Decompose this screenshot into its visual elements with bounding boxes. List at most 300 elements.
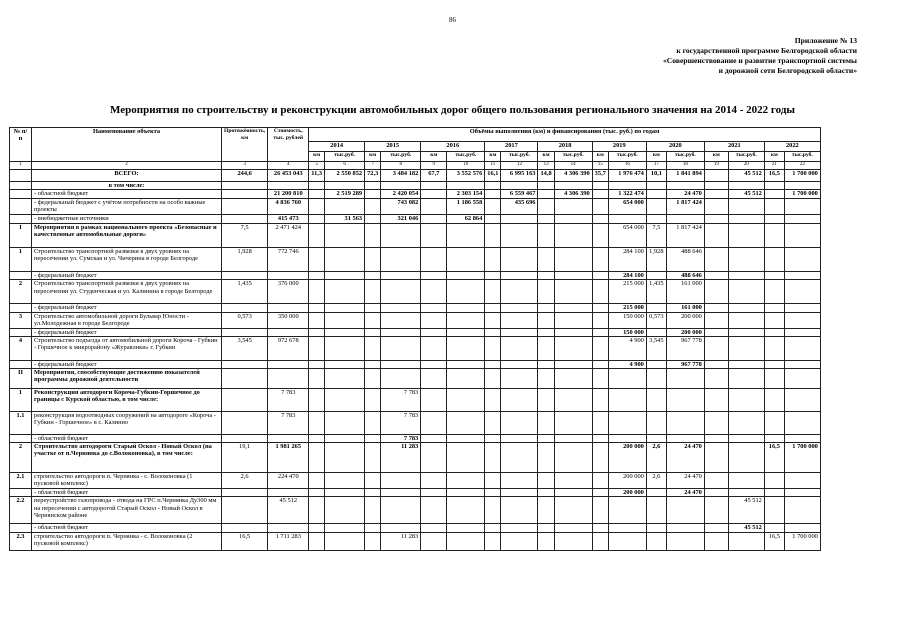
row-name: - федеральный бюджет bbox=[32, 304, 222, 312]
cell-km bbox=[764, 435, 784, 443]
cell-rub bbox=[501, 304, 538, 312]
cell-km bbox=[485, 360, 501, 368]
cell-km bbox=[592, 532, 608, 550]
cell-km bbox=[309, 280, 325, 304]
cell-rub bbox=[554, 532, 592, 550]
cell-km bbox=[704, 199, 728, 215]
cell-km bbox=[365, 336, 381, 360]
header-unit-rub: тыс.руб. bbox=[501, 152, 538, 162]
cell-km bbox=[421, 489, 447, 497]
cell-km bbox=[421, 328, 447, 336]
row-cost bbox=[268, 369, 309, 389]
cell-km bbox=[592, 224, 608, 248]
cell-km: 16,5 bbox=[764, 532, 784, 550]
cell-rub: 2 550 852 bbox=[325, 170, 365, 182]
column-number: 7 bbox=[365, 162, 381, 170]
cell-km bbox=[365, 272, 381, 280]
cell-km bbox=[309, 473, 325, 489]
cell-rub bbox=[381, 248, 421, 272]
cell-km: 14,8 bbox=[538, 170, 554, 182]
cell-km bbox=[421, 312, 447, 328]
cell-km bbox=[538, 312, 554, 328]
cell-km bbox=[592, 473, 608, 489]
cell-rub bbox=[381, 369, 421, 389]
cell-rub bbox=[784, 248, 820, 272]
header-unit-km: км bbox=[421, 152, 447, 162]
cell-km bbox=[421, 369, 447, 389]
cell-rub bbox=[554, 304, 592, 312]
cell-rub: 1 817 424 bbox=[666, 224, 704, 248]
cell-rub bbox=[554, 443, 592, 473]
cell-km: 11,3 bbox=[309, 170, 325, 182]
cell-rub bbox=[554, 248, 592, 272]
cell-rub bbox=[501, 369, 538, 389]
cell-rub: 488 646 bbox=[666, 272, 704, 280]
cell-km: 7,5 bbox=[646, 224, 666, 248]
cell-rub bbox=[501, 532, 538, 550]
cell-km bbox=[704, 248, 728, 272]
row-number: II bbox=[10, 369, 32, 389]
cell-rub bbox=[728, 215, 764, 224]
cell-rub: 743 082 bbox=[381, 199, 421, 215]
cell-km bbox=[309, 497, 325, 524]
cell-km bbox=[421, 224, 447, 248]
row-length bbox=[222, 524, 268, 532]
cell-rub bbox=[784, 215, 820, 224]
cell-km bbox=[365, 199, 381, 215]
cell-rub: 1 700 000 bbox=[784, 190, 820, 199]
header-unit-rub: тыс.руб. bbox=[728, 152, 764, 162]
cell-rub bbox=[608, 435, 646, 443]
header-unit-rub: тыс.руб. bbox=[447, 152, 485, 162]
cell-rub bbox=[554, 389, 592, 412]
column-number: 2 bbox=[32, 162, 222, 170]
row-cost bbox=[268, 304, 309, 312]
cell-rub bbox=[381, 304, 421, 312]
column-number: 14 bbox=[554, 162, 592, 170]
cell-km: 3,545 bbox=[646, 336, 666, 360]
cell-km bbox=[309, 389, 325, 412]
cell-rub: 215 000 bbox=[608, 280, 646, 304]
column-number: 4 bbox=[268, 162, 309, 170]
cell-rub bbox=[728, 360, 764, 368]
cell-rub bbox=[501, 489, 538, 497]
cell-km: 2,6 bbox=[646, 443, 666, 473]
row-name: - областной бюджет bbox=[32, 524, 222, 532]
cell-rub bbox=[501, 182, 538, 190]
row-length: 7,5 bbox=[222, 224, 268, 248]
cell-km bbox=[764, 360, 784, 368]
cell-km bbox=[365, 360, 381, 368]
column-number: 3 bbox=[222, 162, 268, 170]
cell-rub bbox=[554, 272, 592, 280]
cell-km: 0,573 bbox=[646, 312, 666, 328]
cell-km bbox=[646, 412, 666, 435]
cell-rub bbox=[325, 489, 365, 497]
cell-rub bbox=[325, 182, 365, 190]
cell-km bbox=[309, 360, 325, 368]
cell-rub: 24 470 bbox=[666, 443, 704, 473]
cell-km bbox=[365, 190, 381, 199]
cell-km bbox=[704, 489, 728, 497]
cell-km bbox=[485, 435, 501, 443]
cell-km bbox=[538, 190, 554, 199]
cell-km bbox=[764, 369, 784, 389]
row-length: 16,5 bbox=[222, 532, 268, 550]
cell-rub bbox=[325, 497, 365, 524]
row-name: - федеральный бюджет bbox=[32, 360, 222, 368]
cell-rub: 6 559 467 bbox=[501, 190, 538, 199]
cell-rub bbox=[784, 497, 820, 524]
column-number: 16 bbox=[608, 162, 646, 170]
cell-rub bbox=[608, 532, 646, 550]
table-row bbox=[10, 224, 821, 248]
cell-rub bbox=[325, 369, 365, 389]
cell-km bbox=[309, 412, 325, 435]
cell-rub bbox=[728, 312, 764, 328]
header-cost: Стоимость, тыс. рублей bbox=[268, 128, 309, 162]
cell-km bbox=[764, 328, 784, 336]
cell-rub bbox=[501, 224, 538, 248]
cell-rub bbox=[325, 224, 365, 248]
cell-rub bbox=[381, 224, 421, 248]
cell-km bbox=[646, 532, 666, 550]
cell-rub bbox=[784, 304, 820, 312]
cell-rub: 3 552 576 bbox=[447, 170, 485, 182]
row-cost: 1 711 283 bbox=[268, 532, 309, 550]
cell-km bbox=[309, 435, 325, 443]
column-number: 20 bbox=[728, 162, 764, 170]
cell-km bbox=[646, 199, 666, 215]
table-row bbox=[10, 272, 821, 280]
cell-rub: 215 000 bbox=[608, 304, 646, 312]
cell-rub bbox=[447, 435, 485, 443]
row-number bbox=[10, 272, 32, 280]
row-number bbox=[10, 170, 32, 182]
table-header-row bbox=[10, 128, 821, 142]
header-year: 2018 bbox=[538, 142, 592, 152]
column-number: 11 bbox=[485, 162, 501, 170]
cell-rub bbox=[784, 524, 820, 532]
row-cost: 26 453 043 bbox=[268, 170, 309, 182]
cell-km bbox=[704, 304, 728, 312]
cell-rub bbox=[666, 532, 704, 550]
cell-rub bbox=[784, 280, 820, 304]
cell-rub: 6 995 163 bbox=[501, 170, 538, 182]
cell-km bbox=[485, 182, 501, 190]
cell-rub bbox=[728, 224, 764, 248]
table-row bbox=[10, 170, 821, 182]
cell-rub bbox=[447, 360, 485, 368]
row-cost: 4 836 760 bbox=[268, 199, 309, 215]
cell-rub bbox=[381, 497, 421, 524]
cell-km bbox=[704, 170, 728, 182]
row-name: Мероприятия в рамках национального проекта «Безопасные и качественные автомобильные дороги» bbox=[32, 224, 222, 248]
cell-km bbox=[764, 336, 784, 360]
cell-rub bbox=[728, 280, 764, 304]
cell-km bbox=[485, 312, 501, 328]
row-cost: 415 473 bbox=[268, 215, 309, 224]
row-cost: 772 746 bbox=[268, 248, 309, 272]
cell-km bbox=[421, 412, 447, 435]
row-number bbox=[10, 215, 32, 224]
cell-rub bbox=[666, 435, 704, 443]
cell-rub: 2 519 289 bbox=[325, 190, 365, 199]
cell-rub bbox=[554, 369, 592, 389]
row-number: 2 bbox=[10, 443, 32, 473]
cell-rub bbox=[381, 328, 421, 336]
cell-km bbox=[421, 524, 447, 532]
cell-km bbox=[704, 272, 728, 280]
cell-km bbox=[646, 360, 666, 368]
table-row bbox=[10, 412, 821, 435]
cell-rub: 321 046 bbox=[381, 215, 421, 224]
cell-rub: 1 700 000 bbox=[784, 443, 820, 473]
cell-rub: 24 470 bbox=[666, 190, 704, 199]
appendix-line: «Совершенствование и развитие транспортной системы bbox=[663, 56, 857, 65]
row-name: - областной бюджет bbox=[32, 435, 222, 443]
header-year: 2019 bbox=[592, 142, 646, 152]
cell-km bbox=[309, 272, 325, 280]
cell-km bbox=[538, 369, 554, 389]
cell-km bbox=[309, 248, 325, 272]
cell-rub: 7 783 bbox=[381, 389, 421, 412]
row-name: Реконструкция автодороги Короча-Губкин-Горшечное до границы с Курской областью, в том числе: bbox=[32, 389, 222, 412]
column-number: 12 bbox=[501, 162, 538, 170]
cell-rub bbox=[554, 336, 592, 360]
cell-rub bbox=[447, 497, 485, 524]
cell-km bbox=[592, 190, 608, 199]
cell-km bbox=[309, 304, 325, 312]
cell-rub: 488 646 bbox=[666, 248, 704, 272]
cell-km bbox=[421, 182, 447, 190]
cell-rub bbox=[381, 489, 421, 497]
row-number bbox=[10, 304, 32, 312]
cell-km bbox=[538, 524, 554, 532]
cell-km bbox=[704, 312, 728, 328]
row-number bbox=[10, 190, 32, 199]
cell-km bbox=[485, 280, 501, 304]
cell-km bbox=[309, 443, 325, 473]
cell-rub bbox=[447, 473, 485, 489]
cell-rub bbox=[728, 389, 764, 412]
row-cost: 1 981 265 bbox=[268, 443, 309, 473]
document-title: Мероприятия по строительству и реконструкции автомобильных дорог общего пользования регионального значения на 2014 - 2022 годы bbox=[110, 104, 795, 116]
cell-rub: 150 000 bbox=[608, 312, 646, 328]
cell-km bbox=[365, 443, 381, 473]
appendix-line: и дорожной сети Белгородской области» bbox=[718, 66, 857, 75]
cell-km bbox=[485, 497, 501, 524]
cell-km bbox=[764, 215, 784, 224]
cell-km bbox=[538, 304, 554, 312]
header-unit-km: км bbox=[704, 152, 728, 162]
cell-rub bbox=[325, 412, 365, 435]
cell-rub bbox=[325, 336, 365, 360]
cell-km bbox=[646, 489, 666, 497]
table-row bbox=[10, 360, 821, 368]
cell-rub bbox=[728, 435, 764, 443]
table-row bbox=[10, 443, 821, 473]
row-name: - федеральный бюджет bbox=[32, 272, 222, 280]
row-length bbox=[222, 304, 268, 312]
cell-rub: 4 900 bbox=[608, 336, 646, 360]
cell-km bbox=[592, 312, 608, 328]
cell-rub bbox=[554, 497, 592, 524]
row-cost bbox=[268, 524, 309, 532]
cell-rub bbox=[784, 224, 820, 248]
cell-rub bbox=[325, 248, 365, 272]
cell-km bbox=[592, 389, 608, 412]
table-row bbox=[10, 389, 821, 412]
cell-km bbox=[704, 360, 728, 368]
cell-rub bbox=[608, 215, 646, 224]
cell-km bbox=[764, 272, 784, 280]
cell-km bbox=[764, 199, 784, 215]
column-number: 17 bbox=[646, 162, 666, 170]
row-cost bbox=[268, 360, 309, 368]
cell-km: 16,5 bbox=[764, 443, 784, 473]
row-length bbox=[222, 190, 268, 199]
cell-km bbox=[538, 389, 554, 412]
column-number: 9 bbox=[421, 162, 447, 170]
cell-km bbox=[538, 280, 554, 304]
cell-rub bbox=[447, 524, 485, 532]
cell-km bbox=[485, 224, 501, 248]
cell-km bbox=[421, 280, 447, 304]
cell-km bbox=[764, 412, 784, 435]
cell-km bbox=[592, 412, 608, 435]
row-number bbox=[10, 524, 32, 532]
cell-rub bbox=[501, 328, 538, 336]
row-cost bbox=[268, 435, 309, 443]
row-name: ВСЕГО: bbox=[32, 170, 222, 182]
table-row bbox=[10, 280, 821, 304]
cell-rub bbox=[728, 272, 764, 280]
cell-rub bbox=[325, 389, 365, 412]
cell-km bbox=[309, 199, 325, 215]
cell-rub bbox=[447, 328, 485, 336]
column-number: 6 bbox=[325, 162, 365, 170]
cell-km bbox=[592, 248, 608, 272]
cell-km bbox=[309, 215, 325, 224]
cell-rub: 284 100 bbox=[608, 248, 646, 272]
cell-km bbox=[485, 473, 501, 489]
column-number: 13 bbox=[538, 162, 554, 170]
cell-km bbox=[365, 532, 381, 550]
appendix-block bbox=[663, 36, 857, 76]
header-unit-km: км bbox=[592, 152, 608, 162]
row-length bbox=[222, 182, 268, 190]
row-number: 1.1 bbox=[10, 412, 32, 435]
header-year: 2016 bbox=[421, 142, 485, 152]
table-row bbox=[10, 489, 821, 497]
row-number bbox=[10, 489, 32, 497]
row-name: Строительство транспортной развязки в двух уровнях на пересечении ул. Студенческая и ул. Калинина в городе Белгороде bbox=[32, 280, 222, 304]
cell-km: 67,7 bbox=[421, 170, 447, 182]
row-length bbox=[222, 369, 268, 389]
cell-rub: 161 000 bbox=[666, 280, 704, 304]
table-row bbox=[10, 328, 821, 336]
row-number bbox=[10, 182, 32, 190]
row-length bbox=[222, 215, 268, 224]
row-cost: 21 200 810 bbox=[268, 190, 309, 199]
cell-rub bbox=[728, 248, 764, 272]
column-number: 5 bbox=[309, 162, 325, 170]
cell-km bbox=[538, 360, 554, 368]
cell-rub bbox=[325, 280, 365, 304]
row-cost: 45 512 bbox=[268, 497, 309, 524]
cell-km bbox=[538, 412, 554, 435]
cell-km bbox=[704, 336, 728, 360]
cell-km bbox=[421, 248, 447, 272]
cell-rub bbox=[728, 443, 764, 473]
header-unit-rub: тыс.руб. bbox=[784, 152, 820, 162]
cell-km bbox=[365, 182, 381, 190]
cell-rub bbox=[325, 435, 365, 443]
header-unit-km: км bbox=[764, 152, 784, 162]
cell-km bbox=[704, 443, 728, 473]
row-cost: 7 783 bbox=[268, 412, 309, 435]
cell-rub bbox=[784, 489, 820, 497]
cell-km bbox=[309, 336, 325, 360]
cell-km bbox=[592, 182, 608, 190]
cell-rub bbox=[447, 224, 485, 248]
cell-rub: 45 512 bbox=[728, 497, 764, 524]
cell-km bbox=[764, 280, 784, 304]
cell-rub: 7 783 bbox=[381, 412, 421, 435]
cell-rub bbox=[554, 412, 592, 435]
cell-rub bbox=[784, 336, 820, 360]
row-name: - областной бюджет bbox=[32, 190, 222, 199]
cell-km bbox=[592, 435, 608, 443]
header-year: 2020 bbox=[646, 142, 704, 152]
cell-km bbox=[592, 199, 608, 215]
cell-km bbox=[309, 489, 325, 497]
row-name: реконструкция водоотводных сооружений на автодороге «Короча - Губкин - Горшечное» в с. Калинно bbox=[32, 412, 222, 435]
header-year: 2022 bbox=[764, 142, 820, 152]
row-name: строительство автодороги п. Чернянка - с. Волоконовка (2 пусковой комплекс) bbox=[32, 532, 222, 550]
table-row bbox=[10, 248, 821, 272]
cell-rub: 7 783 bbox=[381, 435, 421, 443]
table-row bbox=[10, 532, 821, 550]
cell-km bbox=[538, 248, 554, 272]
cell-km bbox=[485, 328, 501, 336]
cell-km bbox=[704, 532, 728, 550]
cell-km bbox=[592, 280, 608, 304]
header-unit-km: км bbox=[646, 152, 666, 162]
cell-km bbox=[485, 532, 501, 550]
row-number: 2.2 bbox=[10, 497, 32, 524]
cell-km bbox=[421, 304, 447, 312]
row-cost: 376 000 bbox=[268, 280, 309, 304]
cell-rub bbox=[784, 328, 820, 336]
cell-rub bbox=[784, 312, 820, 328]
cell-km bbox=[646, 435, 666, 443]
cell-km bbox=[592, 328, 608, 336]
row-length: 3,545 bbox=[222, 336, 268, 360]
column-number: 21 bbox=[764, 162, 784, 170]
cell-rub: 4 900 bbox=[608, 360, 646, 368]
cell-km bbox=[485, 489, 501, 497]
cell-km bbox=[365, 328, 381, 336]
cell-km bbox=[646, 272, 666, 280]
table-row bbox=[10, 190, 821, 199]
row-cost bbox=[268, 272, 309, 280]
cell-km bbox=[592, 215, 608, 224]
cell-km bbox=[365, 412, 381, 435]
cell-rub bbox=[447, 369, 485, 389]
cell-rub bbox=[447, 304, 485, 312]
